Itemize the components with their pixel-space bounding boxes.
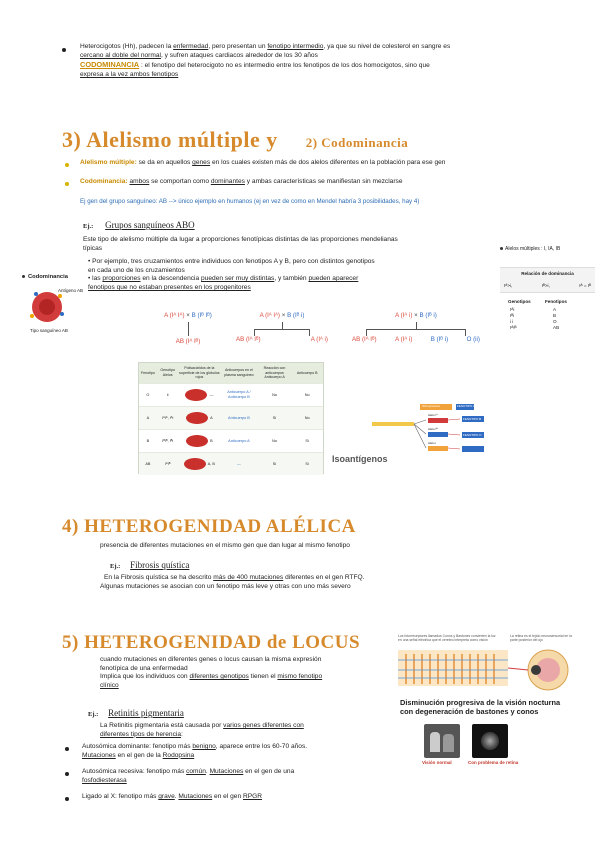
text: , y sufren ataques cardiacos alrededor de los 30 años xyxy=(161,51,318,59)
table-cell: B xyxy=(146,438,150,443)
iso-label: FENOTIPO A xyxy=(457,404,476,408)
bullet-dot xyxy=(65,797,69,801)
table-row xyxy=(139,406,323,429)
herencia-dominante: Autosómica dominante: fenotipo más benigno, aparece entre los 60-70 años. Mutaciones en el gen de la Rodopsina xyxy=(82,743,308,759)
locus-definition: cuando mutaciones en diferentes genes o locus causan la misma expresión fenotípica de una enfermedad Implica que los individuos con diferentes genotipos tienen el mismo fenotipo clínico xyxy=(100,656,323,690)
red-cell-icon xyxy=(179,435,221,447)
example-label: Ej.: xyxy=(88,711,99,718)
table-row xyxy=(139,452,323,475)
text-underlined: fenotipo intermedio xyxy=(267,43,324,50)
cross-3-parents: A (Iᴬ i) × B (Iᴮ i) xyxy=(395,312,437,319)
table-cell: No xyxy=(304,392,310,397)
table-cell: ii xyxy=(166,392,169,397)
section-4-subtitle: presencia de diferentes mutaciones en el mismo gen que dan lugar al mismo fenotipo xyxy=(100,542,350,549)
iso-label: FENOTIPO B xyxy=(463,417,482,421)
red-cell-icon xyxy=(179,458,221,470)
geno-row: Iᴮi B xyxy=(510,312,557,318)
eye-retina-diagram xyxy=(398,648,583,692)
bullet-dot xyxy=(65,747,69,751)
blood-group-note: Ej gen del grupo sanguíneo: AB --> único ejemplo en humanos (ej en vez de como en Mendel habría 3 posibilidades, hay 4) xyxy=(80,198,420,205)
alelos-title: Alelos múltiples : I, IA, IB xyxy=(500,246,595,253)
tipo-sanguineo-label: Tipo sanguíneo AB xyxy=(30,328,68,333)
text: en cada uno de los cruzamientos xyxy=(88,266,185,274)
red-blood-cell-icon xyxy=(184,458,206,470)
text-underlined: enfermedad xyxy=(173,43,209,50)
text: en los cuales existen más de dos alelos diferentes en la población para ese gen xyxy=(210,159,446,166)
text-underlined: dominantes xyxy=(210,178,245,185)
text-underlined: pueden ser muy distintas xyxy=(201,275,275,283)
text-underlined: proporciones xyxy=(102,275,141,283)
cross-1-parents: A (Iᴬ Iᴬ) × B (Iᴮ Iᴮ) xyxy=(164,312,212,319)
cross-3 xyxy=(352,312,480,344)
retinitis-figure xyxy=(398,634,583,774)
text-underlined: pueden aparecer xyxy=(308,275,359,283)
antigen-text: A, B xyxy=(207,462,215,466)
red-cell-icon xyxy=(26,286,68,328)
cross-2-offspring: AB (Iᴬ Iᴮ) A (Iᴬ i) xyxy=(236,336,328,344)
example-title: Grupos sanguíneos ABO xyxy=(105,220,195,230)
antigen-text: — xyxy=(209,393,214,397)
herencia-ligada-x: Ligado al X: fenotipo más grave. Mutaciones en el gen RPGR xyxy=(82,793,263,800)
text: se comportan como xyxy=(149,178,211,185)
geno-row: IᴬIᴮ AB xyxy=(510,324,560,330)
retina-problem-label: Con problema de retina xyxy=(468,760,519,765)
iso-label: Glicoproteína xyxy=(422,404,440,408)
isoantigenos-figure xyxy=(332,402,500,472)
table-cell: A xyxy=(146,415,150,420)
antigen-text: B xyxy=(210,439,213,443)
figure-note-left: Los fotorreceptores llamados Conos y Bastones convierten la luz en una señal eléctrica que el cerebro interpreta como visión xyxy=(398,634,496,643)
table-cell: Sí xyxy=(272,461,277,466)
cross-2-parents: A (Iᴬ Iᴬ) × B (Iᴮ i) xyxy=(259,312,305,319)
geno-row: Iᴬi A xyxy=(510,306,557,312)
cross-1 xyxy=(148,312,228,346)
table-cell: IᴮIᴮ, Iᴮi xyxy=(162,438,174,443)
codominancia-definition xyxy=(80,178,560,187)
text: en la descendencia xyxy=(140,275,202,283)
section-4-title: 4) HETEROGENIDAD ALÉLICA xyxy=(62,516,356,537)
red-blood-cell-icon xyxy=(185,389,207,401)
abo-points xyxy=(88,258,488,293)
table-cell: IᴬIᴮ xyxy=(164,461,171,466)
text-underlined: cercano al doble del normal xyxy=(80,51,162,59)
abo-table xyxy=(138,362,324,474)
alelos-box xyxy=(500,246,595,331)
text: , pero presentan un xyxy=(208,43,268,50)
text: Este tipo de alelismo múltiple da lugar a proporciones fenotípicas distintas de las proporciones mendelianas xyxy=(83,236,398,243)
red-cell-icon xyxy=(179,412,221,424)
table-cell: — xyxy=(237,461,241,466)
retinitis-intro: La Retinitis pigmentaria está causada por varios genes diferentes con diferentes tipos de herencia: xyxy=(100,722,304,738)
section-3-title-a: 3) Alelismo múltiple y xyxy=(62,127,278,152)
dominance-box xyxy=(500,267,595,293)
table-cell: Sí xyxy=(272,415,277,420)
example-heading xyxy=(83,220,195,232)
section-3-title xyxy=(62,125,408,154)
bullet-dot xyxy=(65,772,69,776)
geno-rows xyxy=(500,307,595,331)
text: , y también xyxy=(274,275,309,283)
red-cell-icon xyxy=(179,389,221,401)
table-cell: Sí xyxy=(305,438,309,443)
herencia-recesiva: Autosómica recesiva: fenotipo más común. Mutaciones en el gen de una fosfodiesterasa xyxy=(82,768,295,784)
table-cell: O xyxy=(146,392,150,397)
section-3-title-b: 2) Codominancia xyxy=(305,135,409,150)
text-underlined: expresa a la vez ambos fenotipos xyxy=(80,71,179,79)
cross-1-offspring: AB (Iᴬ Iᴮ) xyxy=(175,338,201,346)
bullet-dot xyxy=(65,182,69,186)
geno-row: i i O xyxy=(510,318,557,324)
iso-label: Alelo Iᴬ xyxy=(428,413,438,417)
text-underlined: fenotipos que no estaban presentes en los progenitores xyxy=(88,284,251,292)
table-cell: No xyxy=(272,392,277,397)
codominancia-figure-label: Codominancia xyxy=(22,274,68,282)
section-5-title: 5) HETEROGENIDAD de LOCUS xyxy=(62,632,361,653)
example-heading xyxy=(88,708,184,720)
table-cell: AB xyxy=(145,461,151,466)
text-underlined: ambos xyxy=(129,178,150,185)
abo-table-header: Fenotipo Genotipo Alelos Polisacáridos de la superficie de los glóbulos rojos Anticuerpos en el plasma sanguíneo Reacción con anticuerpos Anticuerpo A Anticuerpo B xyxy=(139,363,323,383)
text: , ya que su nivel de colesterol en sangre es xyxy=(323,43,451,50)
bullet-dot xyxy=(65,163,69,167)
table-cell: Anticuerpo A xyxy=(228,438,250,443)
iso-label: Alelo Iᴮ xyxy=(428,427,438,431)
top-paragraph xyxy=(80,43,560,80)
table-cell: Sí xyxy=(305,461,309,466)
iso-label: Alelo i xyxy=(428,441,437,445)
geno-header: Genotipos Fenotipos xyxy=(508,298,567,304)
dominance-items: Iᴬ>i, Iᴮ>i, Iᴬ = Iᴮ xyxy=(504,282,591,288)
alelismo-label: Alelismo múltiple: xyxy=(80,159,137,166)
abo-paragraph xyxy=(83,236,493,253)
retina-problem-photo xyxy=(472,724,508,758)
isoantigenos-label: Isoantígenos xyxy=(332,454,388,464)
example-heading xyxy=(110,560,189,572)
table-cell: Anticuerpo A / Anticuerpo B xyxy=(227,390,251,399)
antigen-label: Antígeno AB xyxy=(58,288,84,293)
abo-table-body xyxy=(139,383,323,475)
table-row xyxy=(139,383,323,406)
figure-caption: Disminución progresiva de la visión nocturna con degeneración de bastones y conos xyxy=(400,698,561,717)
antigen-text: A xyxy=(210,416,213,420)
text: • Por ejemplo, tres cruzamientos entre individuos con fenotipos A y B, pero con distintos genotipos xyxy=(88,258,375,265)
red-blood-cell-icon xyxy=(186,412,208,424)
red-blood-cell-icon xyxy=(186,435,208,447)
normal-vision-photo xyxy=(424,724,460,758)
text: Heterocigotos (Hh), padecen la xyxy=(80,43,174,50)
table-cell: No xyxy=(304,415,310,420)
table-cell: IᴬIᴬ, Iᴬi xyxy=(162,415,174,420)
table-cell: No xyxy=(272,438,277,443)
cross-3-offspring: AB (Iᴬ Iᴮ) A (Iᴬ i) B (Iᴮ i) O (ii) xyxy=(352,336,480,344)
normal-vision-label: Visión normal xyxy=(422,760,452,765)
figure-note-right: La retina es el tejido neurosensorial en la parte posterior del ojo xyxy=(510,634,572,643)
text: se da en aquellos xyxy=(136,159,193,166)
text: y ambas características se manifiestan sin mezclarse xyxy=(244,178,403,185)
text: • las xyxy=(88,275,103,283)
text-underlined: genes xyxy=(192,159,211,166)
example-title: Retinitis pigmentaria xyxy=(108,708,184,718)
bullet-dot xyxy=(62,48,66,52)
text: típicas xyxy=(83,244,103,252)
text: : el fenotipo del heterocigoto no es intermedio entre los fenotipos de los dos homocigotos, sino que xyxy=(139,62,430,70)
iso-label: FENOTIPO O xyxy=(463,433,482,437)
codominancia-figure xyxy=(22,268,92,338)
cross-2 xyxy=(232,312,332,344)
table-cell: Anticuerpo B xyxy=(228,415,250,420)
example-label: Ej.: xyxy=(83,223,94,230)
codominancia-label: CODOMINANCIA xyxy=(80,60,140,70)
table-row xyxy=(139,429,323,452)
dominance-title: Relación de dominancia xyxy=(521,270,574,276)
example-title: Fibrosis quística xyxy=(130,560,190,570)
alelismo-definition xyxy=(80,159,560,168)
codominancia-label: Codominancia: xyxy=(80,178,128,185)
fibrosis-text: En la Fibrosis quística se ha descrito más de 400 mutaciones diferentes en el gen RTFQ. Algunas mutaciones se asocian con un fenotipo más leve y otras con uno más severo xyxy=(100,574,365,590)
example-label: Ej.: xyxy=(110,563,121,570)
